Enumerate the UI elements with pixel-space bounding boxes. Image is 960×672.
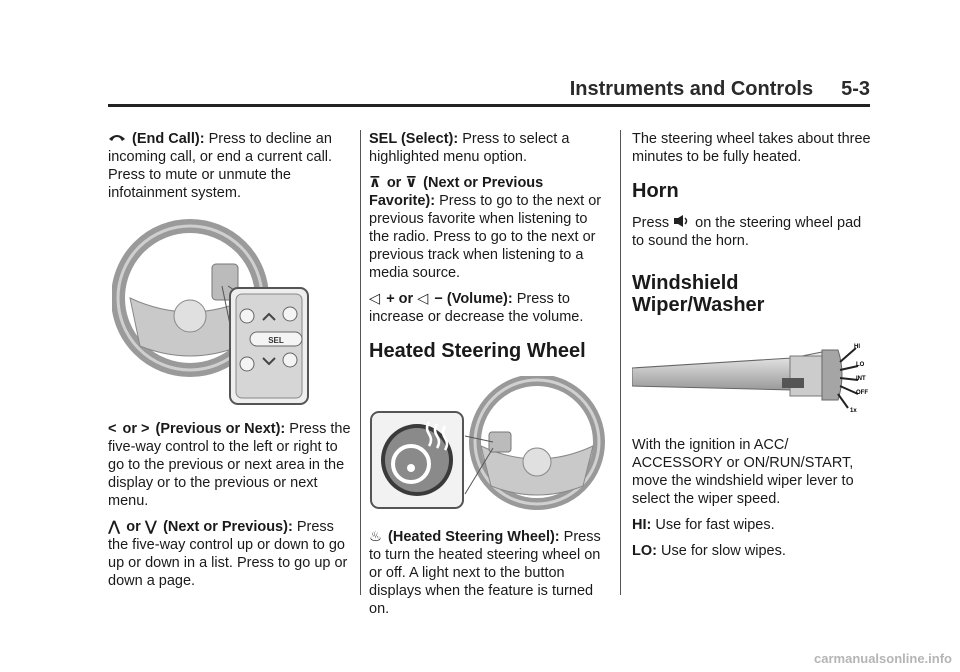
end-call-term: (End Call): xyxy=(132,131,205,147)
page-header xyxy=(108,78,870,104)
sel-text: Press to select a highlighted menu option. xyxy=(369,131,570,165)
wiper-lo-paragraph xyxy=(632,542,872,560)
wiper-intro-paragraph: With the ignition in ACC/ ACCESSORY or ON/RUN/START, move the windshield wiper lever to select the wiper speed. xyxy=(632,437,854,507)
next-prev-text: Press the five-way control up or down to go up or down in a list. Press to go up or down a page. xyxy=(108,519,348,589)
volume-icon: ◁ xyxy=(417,291,429,307)
next-prev-paragraph xyxy=(108,518,353,590)
page-number: 5-3 xyxy=(841,78,870,100)
volume-icon: ◁ xyxy=(369,291,381,307)
volume-paragraph xyxy=(369,290,609,326)
column-1 xyxy=(108,130,353,598)
wiper-lo-label: LO xyxy=(856,362,865,368)
favorite-paragraph xyxy=(369,174,609,282)
horn-pre-text: Press xyxy=(632,215,670,231)
chevron-left-icon: < xyxy=(108,421,117,437)
wiper-off-label: OFF xyxy=(856,390,868,396)
wiper-lo-term: LO: xyxy=(632,543,657,559)
heated-text: Press to turn the heated steering wheel on or off. A light next to the button displays when the feature is turned on. xyxy=(369,529,601,617)
volume-plus: + or xyxy=(386,291,414,307)
horn-heading: Horn xyxy=(632,180,679,202)
wiper-1x-label: 1x xyxy=(850,408,857,414)
end-call-icon xyxy=(108,130,126,148)
favorite-up-icon: ⊼ xyxy=(369,175,381,191)
next-prev-term: (Next or Previous): xyxy=(163,519,293,535)
wiper-lo-text: Use for slow wipes. xyxy=(661,543,786,559)
chevron-up-icon: ⋀ xyxy=(108,519,121,535)
heated-paragraph xyxy=(369,528,609,618)
horn-icon xyxy=(673,214,689,232)
favorite-text: Press to go to the next or previous favorite when listening to the radio. Press to go to the next or previous track when listening to a media source. xyxy=(369,193,602,281)
heated-steering-heading: Heated Steering Wheel xyxy=(369,340,586,362)
sel-term: SEL (Select): xyxy=(369,131,459,147)
wiper-hi-label: HI xyxy=(854,344,860,350)
favorite-term: (Next or Previous Favorite): xyxy=(369,175,544,209)
end-call-paragraph xyxy=(108,130,353,202)
wiper-heading: Windshield Wiper/Washer xyxy=(632,272,765,316)
steering-controls-figure xyxy=(112,216,310,406)
heat-time-paragraph: The steering wheel takes about three minutes to be fully heated. xyxy=(632,131,871,165)
column-divider-1 xyxy=(360,130,361,595)
prev-next-or: or xyxy=(122,421,137,437)
column-divider-2 xyxy=(620,130,621,595)
end-call-text: Press to decline an incoming call, or end a current call. Press to mute or unmute the infotainment system. xyxy=(108,131,333,201)
next-prev-or: or xyxy=(126,519,141,535)
volume-text: Press to increase or decrease the volume. xyxy=(369,291,584,325)
prev-next-term: (Previous or Next): xyxy=(155,421,286,437)
section-title: Instruments and Controls xyxy=(569,78,814,100)
volume-minus: − (Volume): xyxy=(434,291,513,307)
watermark: carmanualsonline.info xyxy=(814,651,952,666)
favorite-down-icon: ⊽ xyxy=(405,175,418,191)
favorite-or: or xyxy=(386,175,402,191)
column-2 xyxy=(369,130,609,626)
sel-button-label: SEL xyxy=(268,336,284,345)
wiper-int-label: INT xyxy=(856,376,866,382)
heated-term: (Heated Steering Wheel): xyxy=(388,529,560,545)
wiper-lever-figure xyxy=(632,332,872,422)
wiper-hi-text: Use for fast wipes. xyxy=(655,517,775,533)
chevron-down-icon: ⋁ xyxy=(144,519,158,535)
prev-next-paragraph xyxy=(108,420,353,510)
column-3 xyxy=(632,130,872,568)
wiper-hi-paragraph xyxy=(632,516,872,534)
prev-next-text: Press the five-way control to the left or right to go to the previous or next area in the display or to the previous or next menu. xyxy=(108,421,351,509)
horn-post-text: on the steering wheel pad to sound the horn. xyxy=(632,215,862,249)
heated-steering-figure xyxy=(369,376,607,514)
header-rule xyxy=(108,104,870,107)
sel-paragraph xyxy=(369,130,609,166)
horn-paragraph xyxy=(632,214,872,250)
wiper-hi-term: HI: xyxy=(632,517,652,533)
chevron-right-icon: > xyxy=(141,421,150,437)
heated-steering-icon: ♨ xyxy=(369,529,382,545)
